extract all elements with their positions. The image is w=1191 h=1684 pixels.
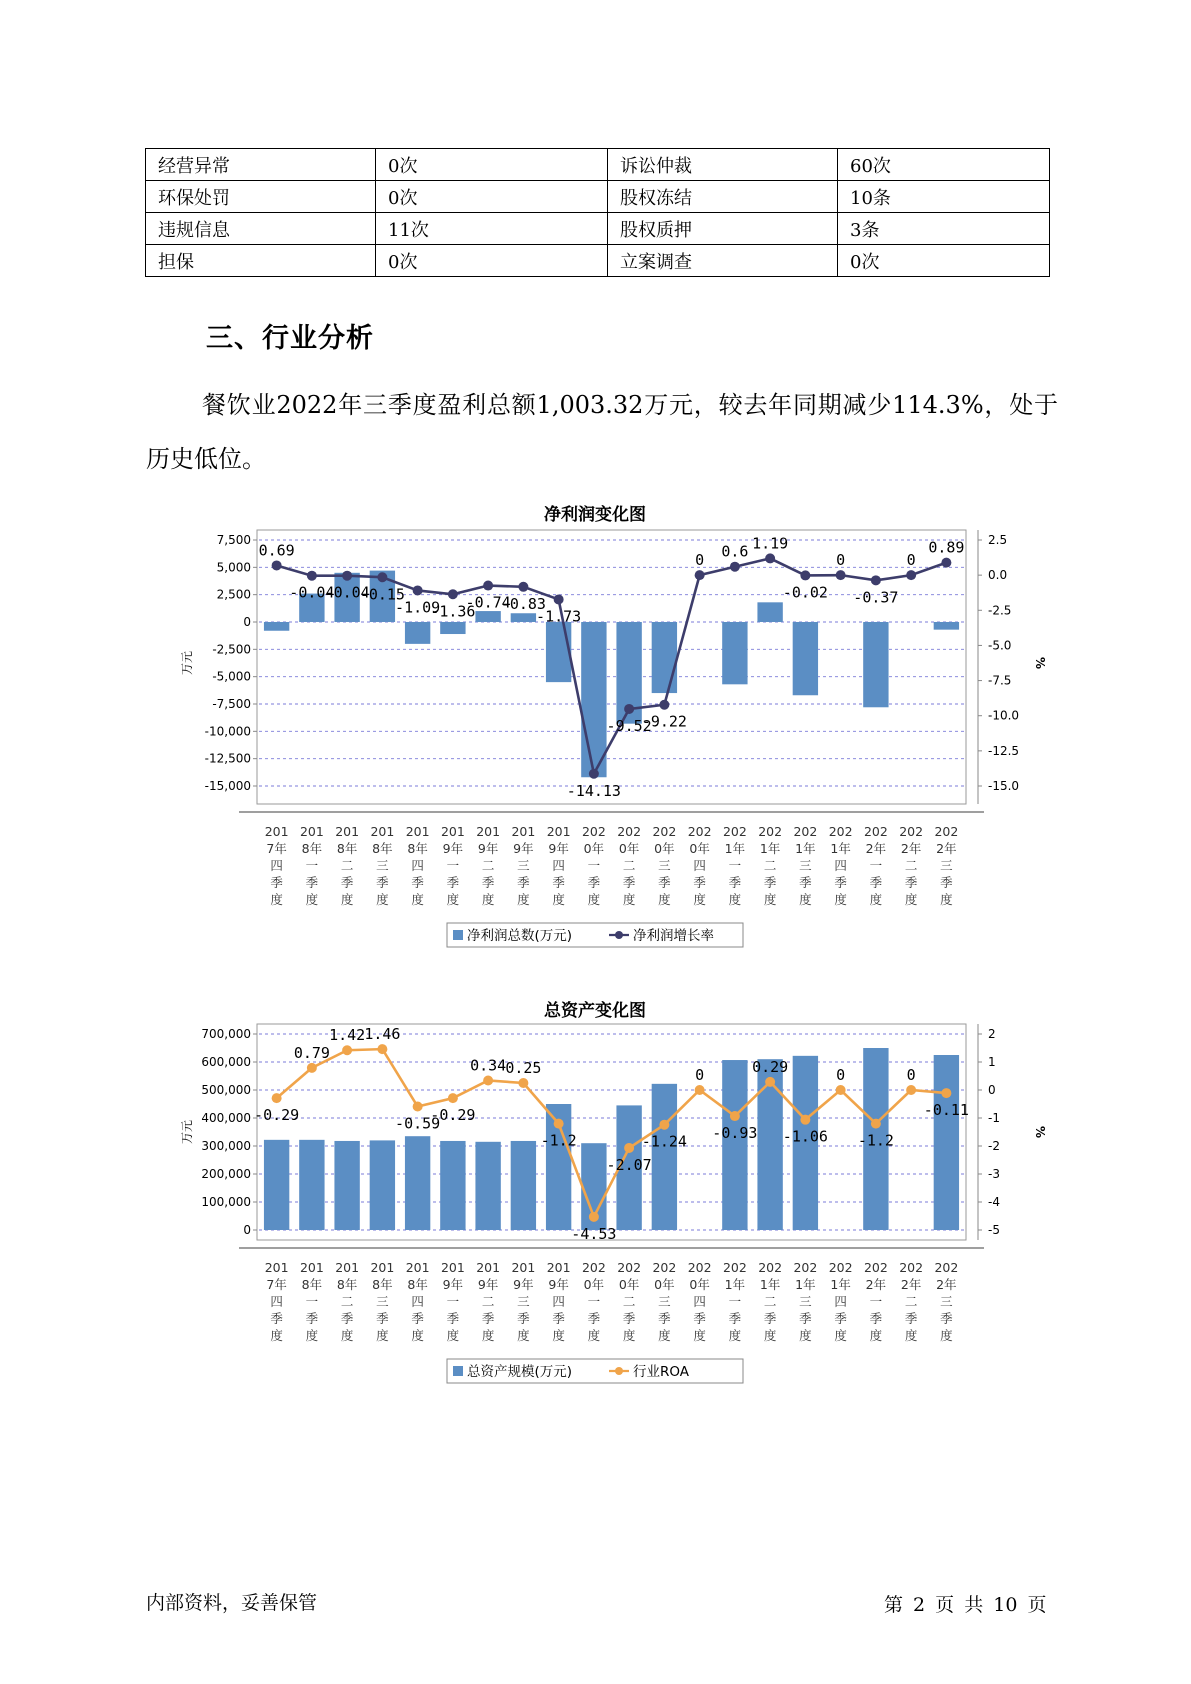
x-tick-label: 202 0年三季度: [652, 1260, 677, 1343]
data-label: -0.15: [359, 585, 405, 604]
y-left-tick-label: 5,000: [216, 560, 251, 575]
y-right-tick-label: 2: [988, 1027, 996, 1041]
y-right-tick-label: 2.5: [988, 533, 1008, 547]
bar: [934, 1055, 959, 1230]
table-cell: 11次: [376, 213, 608, 245]
x-tick-label: 201 8年三季度: [370, 824, 395, 907]
x-tick-label: 202 0年二季度: [617, 824, 642, 907]
chart-title: 总资产变化图: [544, 1001, 646, 1021]
data-label: -0.11: [923, 1101, 969, 1120]
line-point: [377, 1044, 387, 1054]
y-right-tick-label: -5: [988, 1223, 1000, 1237]
line-point: [483, 581, 493, 591]
y-left-tick-label: -5,000: [212, 669, 251, 684]
data-label: -14.13: [566, 781, 621, 800]
x-tick-label: 201 9年一季度: [440, 1260, 465, 1343]
y-left-tick-label: 200,000: [201, 1167, 251, 1181]
data-label: -0.04: [289, 583, 335, 602]
data-label: -0.29: [430, 1106, 476, 1125]
x-tick-label: 201 8年一季度: [299, 824, 324, 907]
data-label: -0.37: [853, 588, 899, 607]
y-left-tick-label: 300,000: [201, 1139, 251, 1153]
y-right-tick-label: 0.0: [988, 568, 1008, 583]
y-left-tick-label: 500,000: [201, 1083, 251, 1097]
y-left-tick-label: 7,500: [216, 533, 251, 547]
x-tick-label: 201 9年二季度: [476, 1260, 501, 1343]
x-tick-label: 201 8年二季度: [335, 824, 360, 907]
bar: [264, 1140, 289, 1230]
data-label: -9.52: [606, 716, 652, 735]
table-row: [146, 181, 1050, 213]
line-point: [765, 1077, 775, 1087]
data-label: 0.29: [752, 1057, 789, 1076]
data-label: -1.24: [641, 1132, 687, 1151]
data-label: -0.29: [254, 1106, 300, 1125]
x-tick-label: 202 2年一季度: [863, 1260, 888, 1343]
line-point: [307, 1063, 317, 1073]
bar: [264, 622, 289, 631]
data-label: 0: [836, 1066, 846, 1084]
line-point: [483, 1075, 493, 1085]
data-label: 0.34: [470, 1056, 507, 1075]
x-tick-label: 201 9年三季度: [511, 824, 536, 907]
legend-bar-label: 总资产规模(万元): [467, 1364, 573, 1380]
bar: [652, 1084, 677, 1230]
y-right-tick-label: 0: [988, 1083, 996, 1097]
table-cell: 0次: [376, 245, 608, 277]
bar: [299, 1140, 324, 1230]
x-tick-label: 201 8年三季度: [370, 1260, 395, 1343]
line-point: [554, 594, 564, 604]
x-tick-label: 201 9年四季度: [546, 824, 571, 907]
x-tick-label: 202 2年二季度: [899, 1260, 924, 1343]
data-label: -1.73: [536, 607, 582, 626]
x-tick-label: 202 1年一季度: [722, 824, 747, 907]
y-right-tick-label: -5.0: [988, 638, 1012, 653]
line-point: [800, 1115, 810, 1125]
line-point: [448, 1093, 458, 1103]
data-label: 0.89: [928, 538, 965, 557]
y-left-tick-label: 0: [243, 1223, 251, 1237]
y-left-tick-label: 100,000: [201, 1195, 251, 1209]
y-left-tick-label: -12,500: [204, 751, 251, 766]
data-label: -0.59: [395, 1114, 441, 1133]
y-left-tick-label: -7,500: [212, 697, 251, 711]
data-label: -1.2: [857, 1131, 894, 1150]
table-cell: 0次: [376, 181, 608, 213]
data-label: 0.69: [258, 541, 295, 560]
legend-bar-label: 净利润总数(万元): [467, 928, 573, 944]
y-left-axis-title: 万元: [180, 650, 194, 676]
data-label: -1.09: [395, 598, 441, 617]
data-label: -2.07: [606, 1155, 652, 1174]
net-profit-chart: [0, 490, 1191, 950]
y-right-tick-label: -15.0: [988, 779, 1020, 793]
bar: [934, 622, 959, 630]
line-point: [695, 570, 705, 580]
line-point: [448, 589, 458, 599]
line-point: [413, 585, 423, 595]
line-point: [518, 582, 528, 592]
bar: [546, 622, 571, 682]
y-right-tick-label: -4: [988, 1195, 1000, 1209]
line-point: [342, 571, 352, 581]
line-point: [659, 1120, 669, 1130]
bar: [405, 1136, 430, 1230]
line-point: [941, 1088, 951, 1098]
line-point: [307, 571, 317, 581]
y-right-tick-label: -2.5: [988, 603, 1012, 618]
net-profit-chart-svg: [0, 490, 1191, 950]
line-point: [906, 570, 916, 580]
data-label: 0.79: [293, 1043, 330, 1062]
data-label: 0.6: [721, 542, 749, 561]
y-right-axis-title: %: [1033, 656, 1047, 670]
x-tick-label: 201 9年一季度: [440, 824, 465, 907]
legend-bar-swatch: [453, 930, 463, 940]
table-cell: 环保处罚: [146, 181, 376, 213]
table-cell: 担保: [146, 245, 376, 277]
line-point: [272, 1093, 282, 1103]
y-left-tick-label: 2,500: [216, 587, 251, 602]
legend-line-label: 净利润增长率: [633, 928, 714, 944]
bar: [475, 1142, 500, 1230]
data-label: 1.46: [364, 1025, 401, 1044]
line-point: [589, 769, 599, 779]
data-label: 0: [836, 551, 846, 570]
legend-line-marker: [615, 931, 623, 939]
table-cell: 3条: [838, 213, 1050, 245]
bar: [475, 611, 500, 622]
bar: [722, 622, 747, 684]
x-tick-label: 201 8年一季度: [299, 1260, 324, 1343]
table-cell: 0次: [376, 149, 608, 181]
y-right-tick-label: -10.0: [988, 708, 1020, 723]
line-point: [906, 1085, 916, 1095]
line-point: [836, 1085, 846, 1095]
data-label: 1.19: [752, 534, 789, 553]
y-right-tick-label: -1: [988, 1111, 1000, 1125]
bar: [440, 1141, 465, 1230]
table-cell: 股权质押: [608, 213, 838, 245]
bar: [652, 622, 677, 693]
y-left-axis-title: 万元: [180, 1119, 194, 1145]
line-point: [624, 704, 634, 714]
x-tick-label: 202 0年二季度: [617, 1260, 642, 1343]
section-title: 三、行业分析: [206, 323, 374, 354]
analysis-paragraph: 餐饮业2022年三季度盈利总额1,003.32万元，较去年同期减少114.3%，处于历史低位。: [146, 391, 1058, 473]
table-cell: 股权冻结: [608, 181, 838, 213]
table-row: [146, 213, 1050, 245]
line-point: [871, 1119, 881, 1129]
bar: [370, 1140, 395, 1230]
table-cell: 60次: [838, 149, 1050, 181]
legend-line-label: 行业ROA: [633, 1364, 690, 1380]
data-label: 0: [906, 551, 916, 570]
y-left-tick-label: 0: [243, 615, 251, 629]
total-assets-chart-svg: [0, 990, 1191, 1440]
data-label: -9.22: [641, 712, 687, 731]
x-tick-label: 202 1年二季度: [758, 1260, 783, 1343]
bar: [334, 1141, 359, 1230]
x-tick-label: 202 1年二季度: [758, 824, 783, 907]
table-row: [146, 245, 1050, 277]
risk-info-table: [145, 148, 1050, 277]
x-tick-label: 201 9年二季度: [476, 824, 501, 907]
x-tick-label: 201 7年四季度: [264, 1260, 289, 1343]
footer-page-number: 第 2 页 共 10 页: [884, 1594, 1047, 1616]
y-right-tick-label: 1: [988, 1055, 996, 1069]
x-tick-label: 202 1年四季度: [828, 824, 853, 907]
bar: [440, 622, 465, 634]
x-tick-label: 201 9年三季度: [511, 1260, 536, 1343]
data-label: -1.36: [430, 602, 476, 621]
y-right-tick-label: -12.5: [988, 743, 1020, 758]
bar: [405, 622, 430, 644]
line-point: [589, 1212, 599, 1222]
x-tick-label: 202 0年一季度: [581, 824, 606, 907]
y-left-tick-label: 400,000: [201, 1111, 251, 1125]
x-tick-label: 202 1年三季度: [793, 1260, 818, 1343]
bar: [863, 622, 888, 707]
data-label: -0.83: [500, 594, 546, 613]
table-cell: 立案调查: [608, 245, 838, 277]
data-label: 0: [906, 1066, 916, 1084]
x-tick-label: 202 1年四季度: [828, 1260, 853, 1343]
line-point: [413, 1102, 423, 1112]
x-tick-label: 201 9年四季度: [546, 1260, 571, 1343]
y-right-tick-label: -3: [988, 1167, 1000, 1181]
footer-confidential: 内部资料，妥善保管: [146, 1592, 318, 1614]
data-label: -0.04: [324, 583, 370, 602]
line-point: [800, 570, 810, 580]
y-left-tick-label: -2,500: [212, 642, 251, 657]
bar: [757, 602, 782, 622]
y-left-tick-label: 600,000: [201, 1055, 251, 1069]
x-tick-label: 201 7年四季度: [264, 824, 289, 907]
line-point: [941, 558, 951, 568]
line-point: [695, 1085, 705, 1095]
bar: [511, 613, 536, 622]
bar: [722, 1060, 747, 1230]
data-label: -1.2: [540, 1131, 577, 1150]
x-tick-label: 202 2年二季度: [899, 824, 924, 907]
line-point: [554, 1119, 564, 1129]
line-point: [342, 1045, 352, 1055]
x-tick-label: 202 2年一季度: [863, 824, 888, 907]
bar: [581, 622, 606, 777]
total-assets-chart: [0, 990, 1191, 1440]
line-point: [871, 575, 881, 585]
x-tick-label: 202 0年四季度: [687, 1260, 712, 1343]
data-label: -0.02: [782, 583, 828, 602]
table-cell: 经营异常: [146, 149, 376, 181]
data-label: -0.74: [465, 593, 511, 612]
bar: [793, 622, 818, 695]
y-right-tick-label: -7.5: [988, 673, 1012, 688]
legend-bar-swatch: [453, 1366, 463, 1376]
line-point: [518, 1078, 528, 1088]
x-tick-label: 202 0年三季度: [652, 824, 677, 907]
y-left-tick-label: -10,000: [204, 724, 251, 739]
data-label: -4.53: [571, 1224, 617, 1243]
line-point: [272, 560, 282, 570]
line-point: [377, 572, 387, 582]
line-point: [730, 562, 740, 572]
table-cell: 10条: [838, 181, 1050, 213]
table-cell: 诉讼仲裁: [608, 149, 838, 181]
table-cell: 0次: [838, 245, 1050, 277]
y-left-tick-label: 700,000: [201, 1027, 251, 1041]
line-point: [659, 700, 669, 710]
chart-title: 净利润变化图: [544, 505, 646, 525]
legend-line-marker: [615, 1367, 623, 1375]
data-label: 0: [695, 551, 705, 570]
line-point: [765, 553, 775, 563]
y-left-tick-label: -15,000: [204, 779, 251, 793]
x-tick-label: 202 1年三季度: [793, 824, 818, 907]
bar: [511, 1141, 536, 1230]
x-tick-label: 202 0年一季度: [581, 1260, 606, 1343]
data-label: 1.42: [329, 1026, 366, 1045]
data-label: -1.06: [782, 1127, 828, 1146]
data-label: 0.25: [505, 1059, 542, 1077]
table-row: [146, 149, 1050, 181]
x-tick-label: 202 2年三季度: [934, 1260, 959, 1343]
line-point: [730, 1111, 740, 1121]
line-point: [624, 1143, 634, 1153]
table-cell: 违规信息: [146, 213, 376, 245]
y-right-axis-title: %: [1033, 1125, 1047, 1139]
data-label: 0: [695, 1066, 705, 1084]
x-tick-label: 202 1年一季度: [722, 1260, 747, 1343]
x-tick-label: 201 8年四季度: [405, 824, 430, 907]
data-label: -0.93: [712, 1124, 758, 1143]
x-tick-label: 201 8年二季度: [335, 1260, 360, 1343]
x-tick-label: 201 8年四季度: [405, 1260, 430, 1343]
line-point: [836, 570, 846, 580]
y-right-tick-label: -2: [988, 1139, 1000, 1153]
x-tick-label: 202 0年四季度: [687, 824, 712, 907]
x-tick-label: 202 2年三季度: [934, 824, 959, 907]
plot-area: [257, 530, 966, 804]
